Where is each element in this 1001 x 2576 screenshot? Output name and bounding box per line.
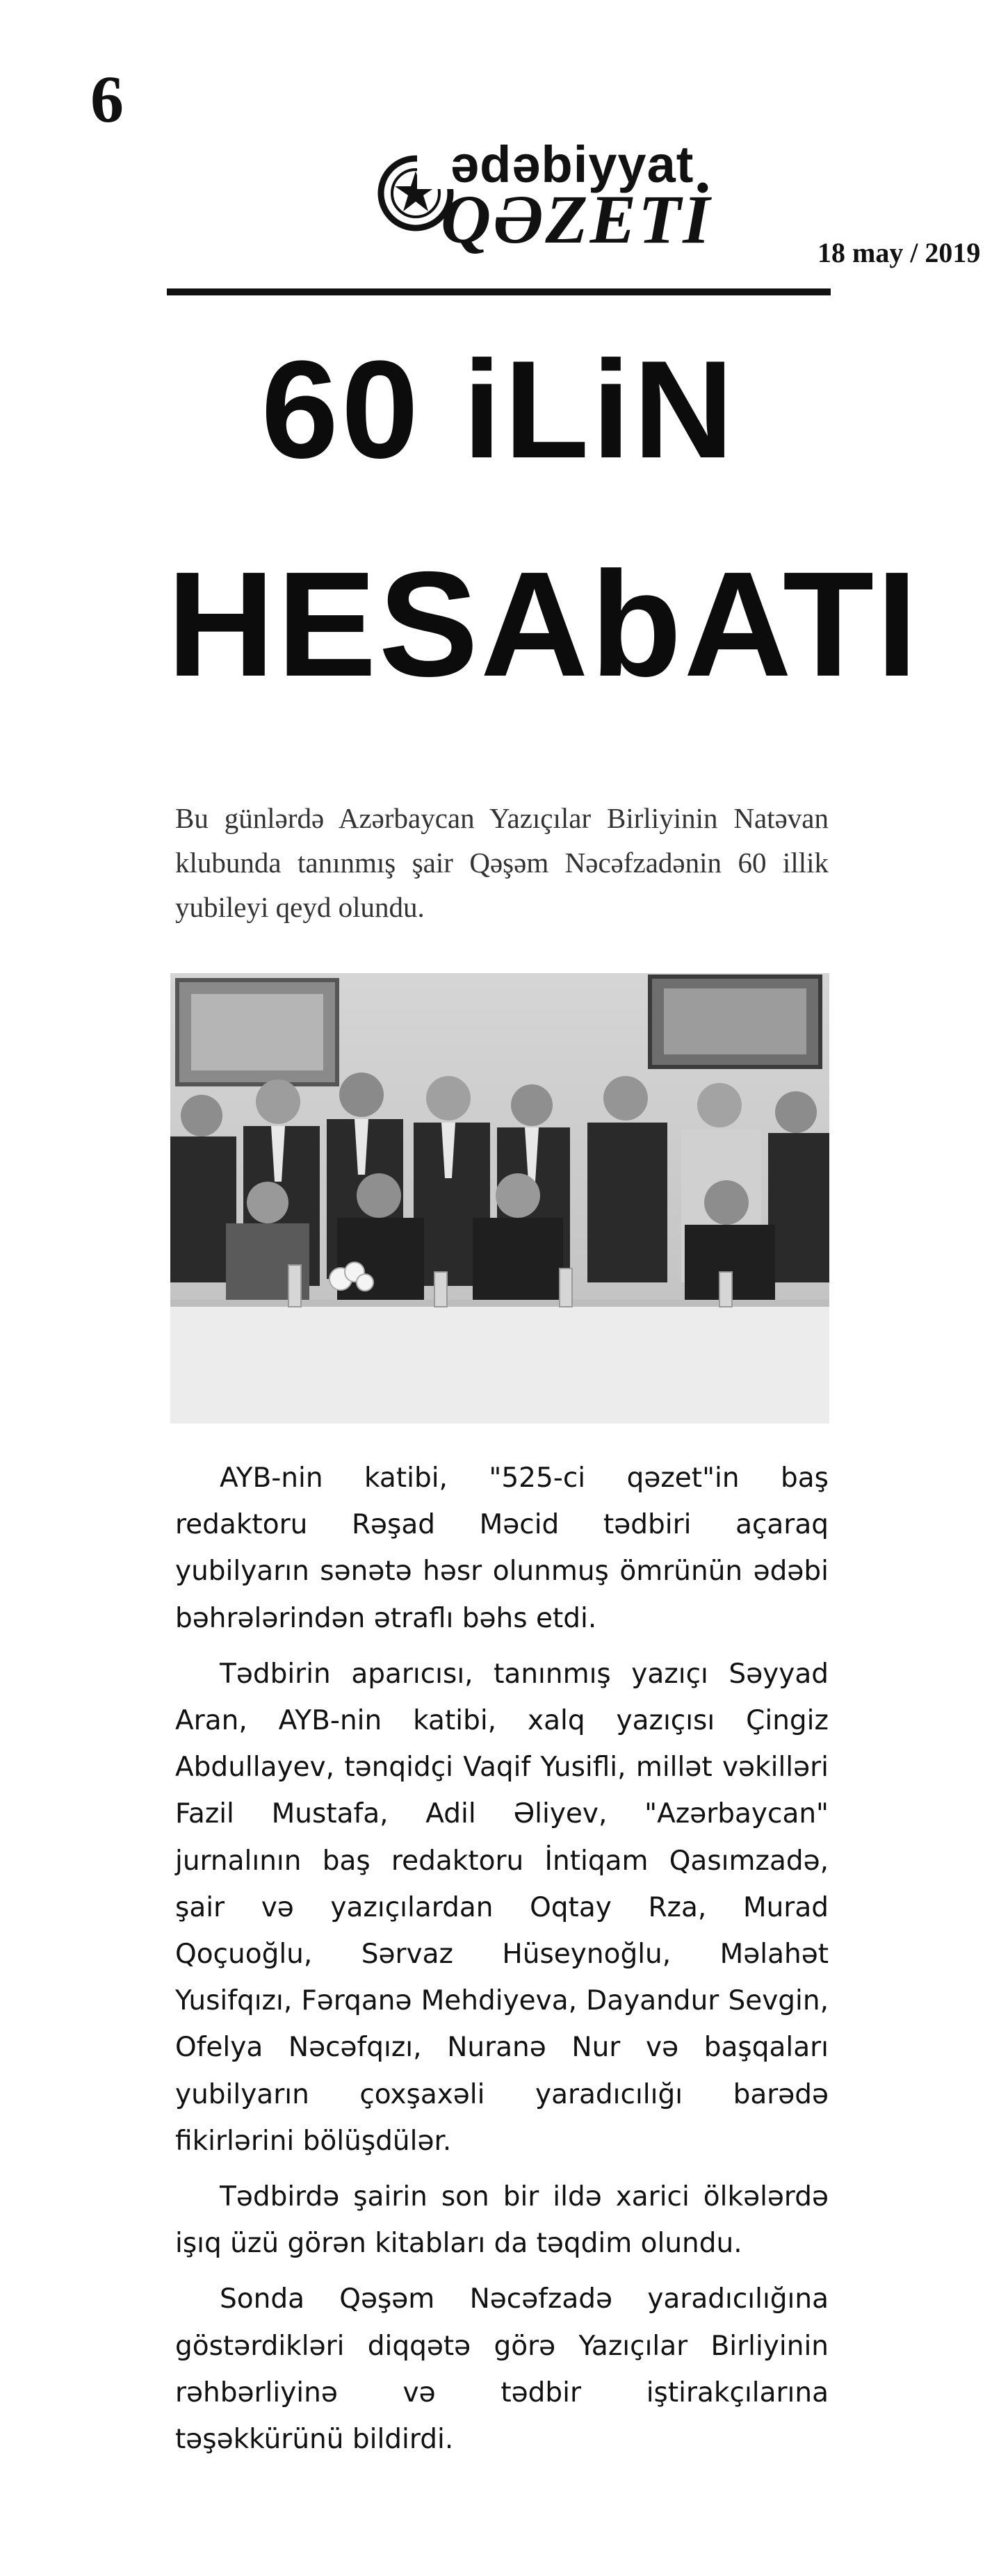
event-group-photo [170,973,829,1424]
newspaper-masthead [375,136,765,258]
header-rule [167,288,831,295]
body-paragraph: AYB-nin katibi, "525-ci qəzet"in baş redaktoru Rəşad Məcid tədbiri açaraq yubilyarın sənətə həsr olunmuş ömrünün ədəbi bəhrələrindən ətraflı bəhs etdi. [175,1462,829,1634]
article-body [175,1455,829,2472]
headline-line2: HESAbATI [167,540,920,708]
page-number: 6 [90,62,124,136]
body-paragraph: Tədbirin aparıcısı, tanınmış yazıçı Səyyad Aran, AYB-nin katibi, xalq yazıçısı Çingiz Abdullayev, tənqidçi Vaqif Yusifli, millət vəkilləri Fazil Mustafa, Adil Əliyev, "Azərbaycan" jurnalının baş redaktoru İntiqam Qasımzadə, şair və yazıçılardan Oqtay Rza, Murad Qoçuoğlu, Sərvaz Hüseynoğlu, Məlahət Yusifqızı, Fərqanə Mehdiyeva, Dayandur Sevgin, Ofelya Nəcəfqızı, Nuranə Nur və başqaları yubilyarın çoxşaxəli yaradıcılığı barədə fikirlərini bölüşdülər. [175,1658,829,2157]
masthead-title-line1: ədəbiyyat [450,136,694,193]
masthead-title-line2: QƏZETİ [441,181,713,258]
headline-line1: 60 iLiN [261,332,737,487]
body-paragraph: Tədbirdə şairin son bir ildə xarici ölkələrdə işıq üzü görən kitabları da təqdim olundu. [175,2181,829,2260]
lead-paragraph: Bu günlərdə Azərbaycan Yazıçılar Birliyinin Natəvan klubunda tanınmış şair Qəşəm Nəcəfzadənin 60 illik yubileyi qeyd olundu. [175,802,829,923]
body-paragraph: Sonda Qəşəm Nəcəfzadə yaradıcılığına göstərdikləri diqqətə görə Yazıçılar Birliyinin rəhbərliyinə və tədbir iştirakçılarına təşəkkürünü bildirdi. [175,2283,829,2456]
issue-date: 18 may / 2019 [817,237,981,268]
